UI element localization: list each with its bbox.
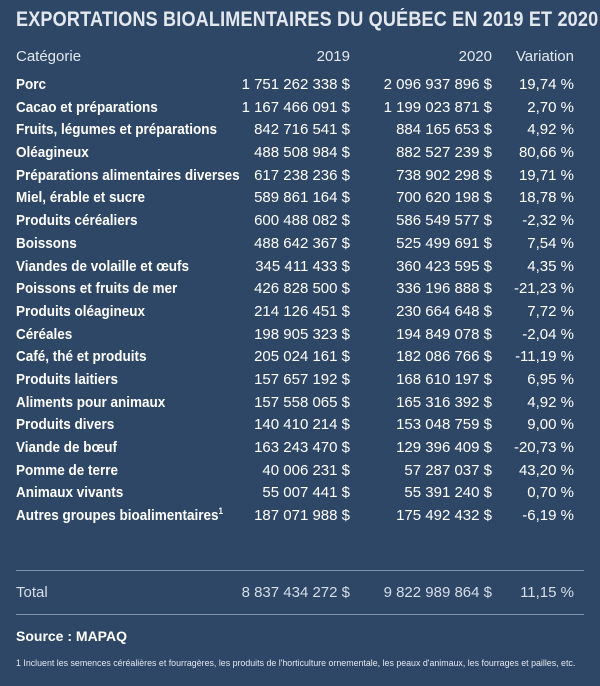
table-row bbox=[16, 505, 584, 528]
row-2019: 345 411 433 $ bbox=[255, 257, 350, 275]
row-2019: 198 905 323 $ bbox=[254, 325, 350, 343]
row-variation: 7,54 % bbox=[527, 234, 574, 252]
footnote: 1 Incluent les semences céréalières et fourragères, les produits de l'horticulture ornementale, les peaux d'animaux, les fourrages et pailles, etc. bbox=[16, 658, 576, 669]
row-2020: 336 196 888 $ bbox=[396, 280, 492, 298]
row-variation: 0,70 % bbox=[527, 484, 574, 502]
row-variation: 2,70 % bbox=[527, 98, 574, 116]
table-row bbox=[16, 414, 584, 437]
row-2019: 40 006 231 $ bbox=[262, 461, 350, 479]
row-category: Boissons bbox=[16, 234, 77, 252]
row-2019: 205 024 161 $ bbox=[254, 348, 350, 366]
row-category: Céréales bbox=[16, 325, 73, 343]
row-category: Pomme de terre bbox=[16, 461, 119, 479]
total-row bbox=[16, 584, 584, 606]
row-2020: 884 165 653 $ bbox=[396, 121, 492, 139]
row-2019: 55 007 441 $ bbox=[262, 484, 350, 502]
table-row bbox=[16, 278, 584, 301]
table-row bbox=[16, 165, 584, 188]
row-variation: 9,00 % bbox=[527, 416, 574, 434]
row-2020: 525 499 691 $ bbox=[396, 234, 492, 252]
row-category: Oléagineux bbox=[16, 144, 89, 162]
row-category: Produits oléagineux bbox=[16, 302, 146, 320]
row-2019: 842 716 541 $ bbox=[254, 121, 350, 139]
total-2020: 9 822 989 864 $ bbox=[383, 584, 492, 601]
row-category: Animaux vivants bbox=[16, 484, 124, 502]
row-category: Café, thé et produits bbox=[16, 348, 147, 366]
row-2019: 589 861 164 $ bbox=[254, 189, 350, 207]
table-row bbox=[16, 74, 584, 97]
table-row bbox=[16, 97, 584, 120]
row-2020: 165 316 392 $ bbox=[396, 393, 492, 411]
row-2020: 586 549 577 $ bbox=[396, 212, 492, 230]
row-2020: 55 391 240 $ bbox=[404, 484, 492, 502]
table-row bbox=[16, 324, 584, 347]
source-line: Source : MAPAQ bbox=[16, 628, 127, 644]
row-category: Autres groupes bioalimentaires$^1$ bbox=[16, 506, 224, 525]
table-row bbox=[16, 369, 584, 392]
row-2020: 700 620 198 $ bbox=[396, 189, 492, 207]
row-2020: 57 287 037 $ bbox=[404, 461, 492, 479]
row-category: Miel, érable et sucre bbox=[16, 189, 146, 207]
row-2019: 140 410 214 $ bbox=[254, 416, 350, 434]
row-2020: 153 048 759 $ bbox=[396, 416, 492, 434]
source-divider bbox=[16, 614, 584, 615]
table-row bbox=[16, 392, 584, 415]
row-2020: 882 527 239 $ bbox=[396, 144, 492, 162]
row-2020: 738 902 298 $ bbox=[396, 166, 492, 184]
row-variation: 4,92 % bbox=[527, 393, 574, 411]
row-variation: -2,32 % bbox=[522, 212, 574, 230]
row-2020: 1 199 023 871 $ bbox=[383, 98, 492, 116]
row-2019: 426 828 500 $ bbox=[254, 280, 350, 298]
table-row bbox=[16, 233, 584, 256]
total-variation: 11,15 % bbox=[520, 584, 574, 601]
row-2019: 163 243 470 $ bbox=[254, 439, 350, 456]
row-category: Produits céréaliers bbox=[16, 212, 138, 230]
row-variation: -20,73 % bbox=[513, 439, 574, 456]
table-row bbox=[16, 210, 584, 233]
header-2020: 2020 bbox=[458, 48, 492, 65]
row-2019: 617 238 236 $ bbox=[254, 166, 350, 184]
row-variation: -11,19 % bbox=[515, 348, 574, 366]
row-2019: 187 071 988 $ bbox=[254, 507, 350, 525]
row-category: Viandes de volaille et œufs bbox=[16, 257, 190, 275]
table-row bbox=[16, 119, 584, 142]
row-2020: 2 096 937 896 $ bbox=[383, 76, 492, 93]
row-2019: 157 657 192 $ bbox=[254, 370, 350, 388]
table-row bbox=[16, 301, 584, 324]
row-2020: 360 423 595 $ bbox=[396, 257, 492, 275]
row-category: Poissons et fruits de mer bbox=[16, 280, 178, 298]
row-variation: -2,04 % bbox=[522, 325, 574, 343]
row-variation: 4,35 % bbox=[527, 257, 574, 275]
table-row bbox=[16, 187, 584, 210]
row-category: Cacao et préparations bbox=[16, 98, 158, 116]
table-row bbox=[16, 256, 584, 279]
table-row bbox=[16, 460, 584, 483]
table-row bbox=[16, 142, 584, 165]
row-2020: 168 610 197 $ bbox=[396, 370, 492, 388]
header-2019: 2019 bbox=[316, 48, 350, 65]
table-row bbox=[16, 437, 584, 460]
header-variation: Variation bbox=[515, 48, 574, 65]
row-category: Porc bbox=[16, 76, 47, 93]
header-category: Catégorie bbox=[16, 48, 82, 65]
row-2019: 600 488 082 $ bbox=[254, 212, 350, 230]
row-variation: 43,20 % bbox=[518, 461, 574, 479]
table-header bbox=[16, 48, 584, 68]
row-variation: 6,95 % bbox=[527, 370, 574, 388]
table-body bbox=[16, 74, 584, 528]
row-variation: -21,23 % bbox=[513, 280, 574, 298]
row-variation: 19,71 % bbox=[518, 166, 574, 184]
row-variation: -6,19 % bbox=[522, 507, 574, 525]
row-2019: 1 167 466 091 $ bbox=[241, 98, 350, 116]
row-variation: 18,78 % bbox=[518, 189, 574, 207]
table-row bbox=[16, 346, 584, 369]
row-2020: 230 664 648 $ bbox=[396, 302, 492, 320]
total-2019: 8 837 434 272 $ bbox=[241, 584, 350, 601]
row-variation: 19,74 % bbox=[518, 76, 574, 93]
row-category: Viande de bœuf bbox=[16, 439, 118, 456]
row-2019: 488 642 367 $ bbox=[254, 234, 350, 252]
table-row bbox=[16, 482, 584, 505]
footnote-marker: 1 bbox=[218, 506, 224, 517]
row-variation: 7,72 % bbox=[527, 302, 574, 320]
row-2020: 129 396 409 $ bbox=[396, 439, 492, 456]
row-2020: 182 086 766 $ bbox=[396, 348, 492, 366]
row-variation: 80,66 % bbox=[518, 144, 574, 162]
total-label: Total bbox=[16, 584, 48, 601]
row-category: Produits laitiers bbox=[16, 370, 119, 388]
total-divider bbox=[16, 570, 584, 571]
row-2020: 194 849 078 $ bbox=[396, 325, 492, 343]
row-category: Fruits, légumes et préparations bbox=[16, 121, 218, 139]
row-2019: 157 558 065 $ bbox=[254, 393, 350, 411]
row-2019: 214 126 451 $ bbox=[254, 302, 350, 320]
row-2019: 488 508 984 $ bbox=[254, 144, 350, 162]
row-category: Produits divers bbox=[16, 416, 115, 434]
row-variation: 4,92 % bbox=[527, 121, 574, 139]
row-category: Préparations alimentaires diverses bbox=[16, 166, 240, 184]
row-category: Aliments pour animaux bbox=[16, 393, 166, 411]
page-title: EXPORTATIONS BIOALIMENTAIRES DU QUÉBEC EN 2019 ET 2020 bbox=[16, 8, 599, 31]
row-2019: 1 751 262 338 $ bbox=[241, 76, 350, 93]
row-2020: 175 492 432 $ bbox=[396, 507, 492, 525]
